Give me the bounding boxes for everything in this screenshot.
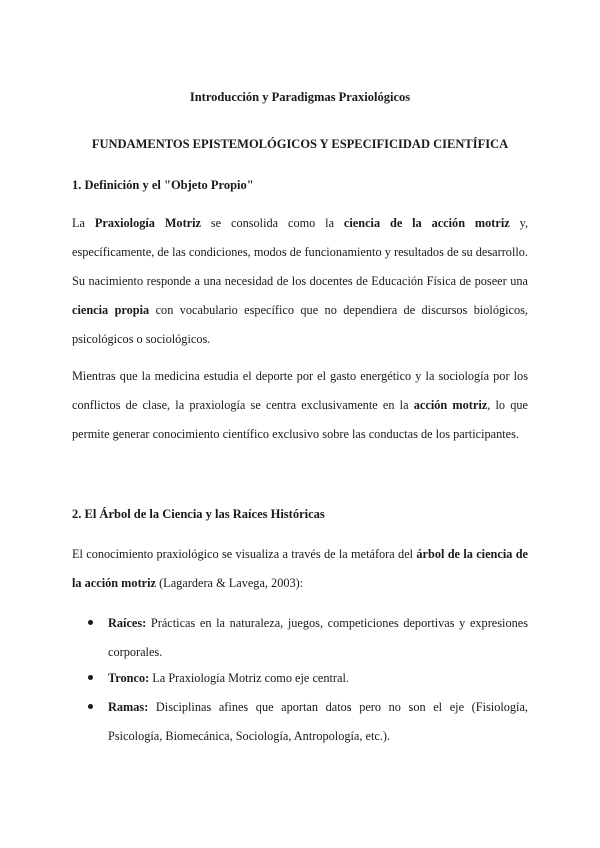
bold-term: ciencia de la acción motriz bbox=[343, 216, 510, 230]
bullet-dot-icon bbox=[88, 620, 93, 625]
text-run: y, específicamente, de las condiciones, modos de funcionamiento y resultados de su desarrollo. Su nacimiento responde a una necesidad de los docentes de Educación Física de poseer una bbox=[72, 216, 529, 288]
document-subtitle: FUNDAMENTOS EPISTEMOLÓGICOS Y ESPECIFICIDAD CIENTÍFICA bbox=[91, 137, 509, 151]
bullet-text: Disciplinas afines que aportan datos pero no son el eje (Fisiología, Psicología, Biomecánica, Sociología, Antropología, etc.). bbox=[108, 700, 528, 743]
bold-term: ciencia propia bbox=[72, 303, 150, 317]
bullet-text: La Praxiología Motriz como eje central. bbox=[149, 671, 349, 685]
section-2-paragraph-1 bbox=[72, 540, 528, 598]
text-run: Mientras que la medicina estudia el deporte por el gasto energético y la sociología por los conflictos de clase, la praxiología se centra exclusivamente en la bbox=[72, 369, 528, 412]
list-item bbox=[88, 664, 528, 693]
bullet-list-branches bbox=[88, 693, 528, 751]
bullet-dot-icon bbox=[88, 704, 93, 709]
bullet-label: Raíces: bbox=[108, 616, 147, 630]
text-run: con vocabulario específico que no dependiera de discursos biológicos, psicológicos o sociológicos. bbox=[72, 303, 529, 346]
text-run: La bbox=[72, 216, 95, 230]
bold-term: Praxiología Motriz bbox=[94, 216, 202, 230]
text-run: (Lagardera & Lavega, 2003): bbox=[156, 576, 304, 590]
bullet-dot-icon bbox=[88, 675, 93, 680]
text-run: , lo que permite generar conocimiento científico exclusivo sobre las conductas de los participantes. bbox=[72, 398, 529, 441]
section-1-heading: 1. Definición y el "Objeto Propio" bbox=[72, 178, 254, 192]
text-run: El conocimiento praxiológico se visualiza a través de la metáfora del bbox=[72, 547, 417, 561]
bold-term: acción motriz bbox=[413, 398, 488, 412]
list-item bbox=[88, 609, 528, 667]
bullet-label: Tronco: bbox=[108, 671, 150, 685]
bold-term: árbol de la ciencia de la acción motriz bbox=[72, 547, 528, 590]
bullet-list-trunk bbox=[88, 664, 528, 693]
list-item bbox=[88, 693, 528, 751]
section-1-paragraph-1 bbox=[72, 209, 528, 354]
bullet-text: Prácticas en la naturaleza, juegos, competiciones deportivas y expresiones corporales. bbox=[108, 616, 528, 659]
document-title: Introducción y Paradigmas Praxiológicos bbox=[189, 90, 411, 104]
section-1-paragraph-2 bbox=[72, 362, 528, 449]
text-run: se consolida como la bbox=[201, 216, 344, 230]
bullet-label: Ramas: bbox=[108, 700, 149, 714]
bullet-list-roots bbox=[88, 609, 528, 667]
section-2-heading: 2. El Árbol de la Ciencia y las Raíces Históricas bbox=[72, 507, 325, 521]
